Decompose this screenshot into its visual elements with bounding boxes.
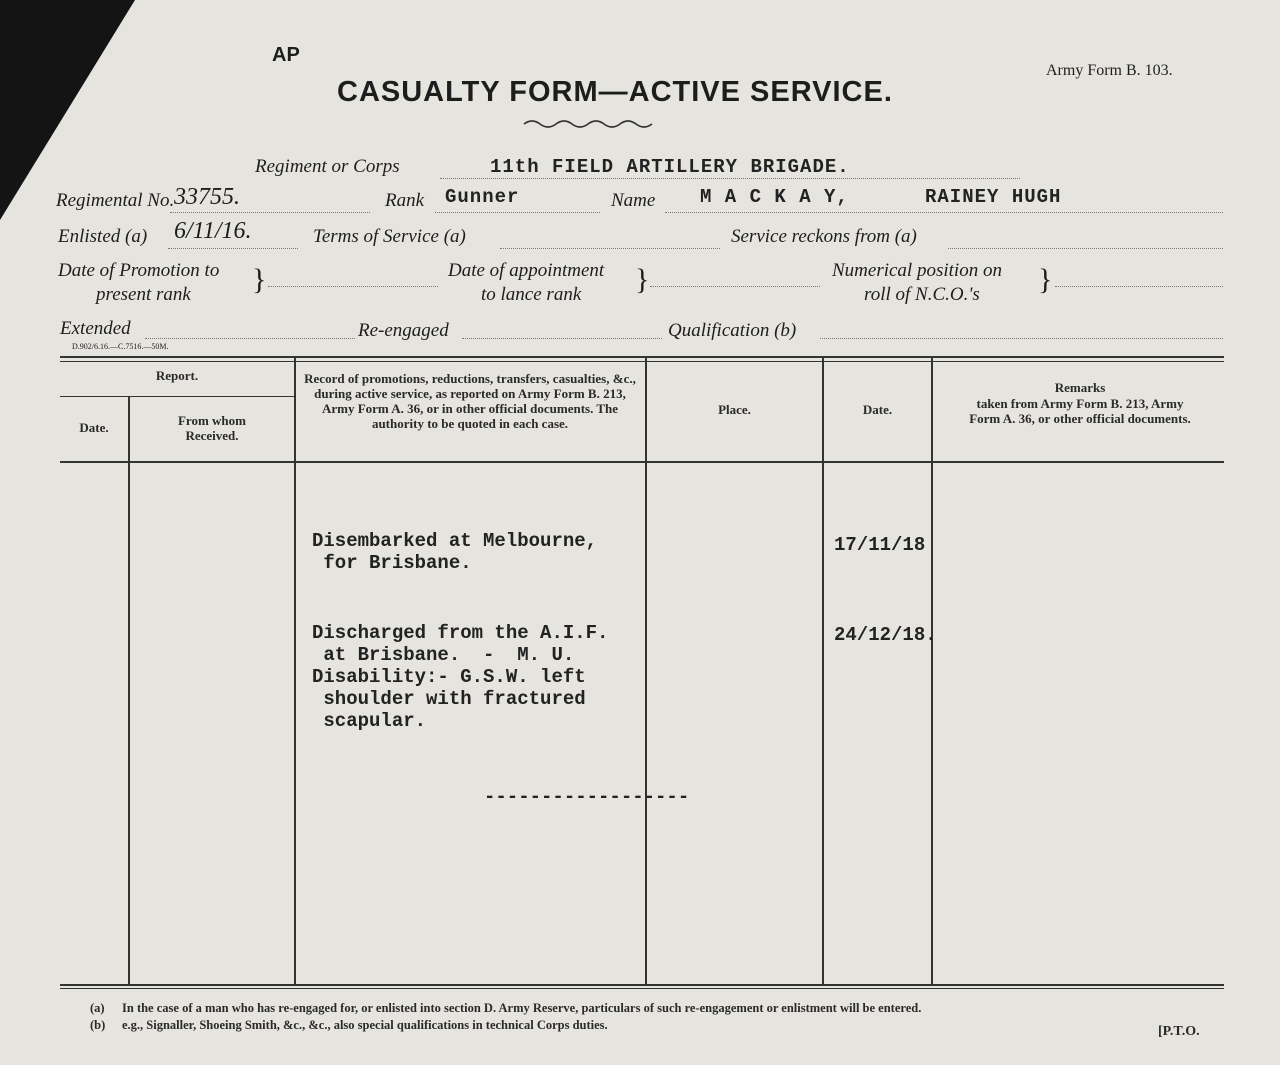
regimental-no-value: 33755. (174, 184, 240, 210)
regimental-no-label: Regimental No. (56, 190, 175, 211)
pto-label: [P.T.O. (1158, 1024, 1200, 1039)
name-surname: M A C K A Y, (700, 186, 849, 208)
footnote-b-text: e.g., Signaller, Shoeing Smith, &c., &c., also special qualifications in technical Corps duties. (122, 1018, 608, 1032)
service-reckons-label: Service reckons from (a) (731, 226, 917, 247)
col-divider-5 (931, 358, 933, 984)
entry-1-date: 17/11/18 (834, 534, 926, 556)
date-header: Date. (79, 420, 109, 435)
regiment-label: Regiment or Corps (255, 156, 400, 177)
appointment-line (650, 286, 820, 287)
report-header: Report. (155, 368, 199, 383)
table-top-rule-2 (60, 361, 1224, 362)
footnote-a-marker: (a) (90, 1001, 105, 1015)
promotion-label-2: present rank (96, 284, 191, 305)
col-divider-2 (294, 358, 296, 984)
date2-header: Date. (862, 402, 893, 417)
appointment-label-1: Date of appointment (448, 260, 605, 281)
numerical-label-2: roll of N.C.O.'s (864, 284, 980, 305)
form-number: Army Form B. 103. (1046, 62, 1173, 79)
appointment-brace: } (635, 263, 650, 296)
print-code: D.902/6.16.—C.7516.—50M. (72, 342, 169, 351)
report-sub-rule (60, 396, 294, 397)
torn-corner (0, 0, 135, 220)
reengaged-label: Re-engaged (358, 320, 449, 341)
header-bottom-rule (60, 461, 1224, 463)
promotion-brace: } (252, 263, 267, 296)
regiment-line (440, 178, 1020, 179)
name-label: Name (611, 190, 656, 211)
numerical-label-1: Numerical position on (832, 260, 1002, 281)
regimental-no-line (170, 212, 370, 213)
table-bottom-rule (60, 984, 1224, 986)
title-flourish (522, 118, 656, 130)
enlisted-value: 6/11/16. (174, 218, 252, 244)
col-divider-1 (128, 397, 130, 984)
entry-2-date: 24/12/18. (834, 624, 937, 646)
stamp-ap: AP (272, 44, 300, 66)
reengaged-line (462, 338, 662, 339)
col-divider-3 (645, 358, 647, 984)
regiment-value: 11th FIELD ARTILLERY BRIGADE. (490, 156, 850, 178)
table-bottom-rule-2 (60, 988, 1224, 989)
footnote-a-text: In the case of a man who has re-engaged for, or enlisted into section D. Army Reserve, particulars of such re-engagement or enlistment will be entered. (122, 1001, 922, 1015)
rank-line (435, 212, 600, 213)
table-top-rule (60, 356, 1224, 358)
qualification-label: Qualification (b) (668, 320, 797, 341)
end-rule: ------------------ (484, 786, 690, 808)
rank-value: Gunner (445, 186, 520, 208)
form-title: CASUALTY FORM—ACTIVE SERVICE. (337, 76, 893, 108)
service-reckons-line (948, 248, 1223, 249)
place-header: Place. (718, 402, 751, 417)
rank-label: Rank (385, 190, 425, 211)
terms-label: Terms of Service (a) (313, 226, 466, 247)
name-line (665, 212, 1223, 213)
promotion-label-1: Date of Promotion to (58, 260, 220, 281)
entry-2-record: Discharged from the A.I.F. at Brisbane. - M. U. Disability:- G.S.W. left shoulder with fractured scapular. (312, 622, 609, 732)
remarks-header-title: Remarks (1054, 380, 1106, 395)
record-header: Record of promotions, reductions, transfers, casualties, &c., during active service, as reported on Army Form B. 213, Army Form A. 36, or in other official documents. The authority to be quoted in each case. (304, 371, 636, 431)
extended-line (145, 338, 355, 339)
qualification-line (820, 338, 1223, 339)
entry-1-record: Disembarked at Melbourne, for Brisbane. (312, 530, 598, 574)
terms-line (500, 248, 720, 249)
numerical-line (1055, 286, 1223, 287)
col-divider-4 (822, 358, 824, 984)
footnote-b-marker: (b) (90, 1018, 106, 1032)
from-whom-header: From whom Received. (177, 413, 246, 443)
extended-label: Extended (60, 318, 131, 339)
name-given: RAINEY HUGH (925, 186, 1062, 208)
numerical-brace: } (1038, 263, 1053, 296)
promotion-line (268, 286, 438, 287)
enlisted-line (168, 248, 298, 249)
appointment-label-2: to lance rank (481, 284, 582, 305)
enlisted-label: Enlisted (a) (58, 226, 148, 247)
remarks-header-body: taken from Army Form B. 213, Army Form A. 36, or other official documents. (969, 396, 1191, 426)
